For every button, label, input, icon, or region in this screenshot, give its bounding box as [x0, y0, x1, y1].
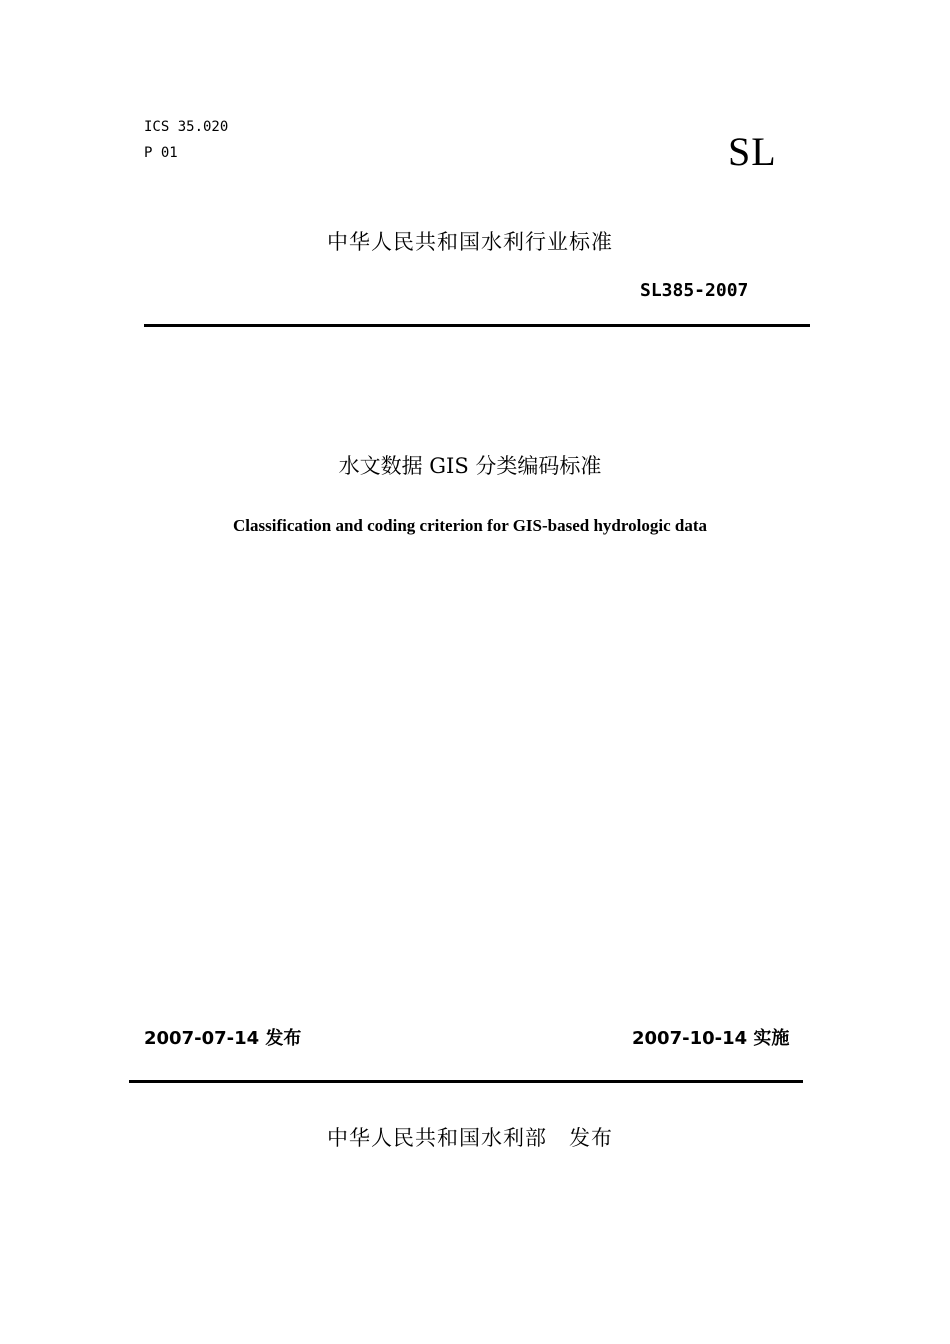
classification-code: P 01	[144, 145, 178, 161]
bottom-divider	[129, 1080, 803, 1083]
top-divider	[144, 324, 810, 327]
standard-mark: SL	[728, 129, 777, 174]
standard-number: SL385-2007	[640, 280, 749, 301]
document-title-en: Classification and coding criterion for GIS-based hydrologic data	[233, 516, 707, 535]
effective-date: 2007-10-14 实施	[632, 1028, 790, 1049]
industry-standard-title: 中华人民共和国水利行业标准	[327, 230, 613, 254]
ics-code: ICS 35.020	[144, 119, 229, 135]
document-title-zh: 水文数据 GIS 分类编码标准	[338, 454, 602, 478]
publisher: 中华人民共和国水利部 发布	[327, 1126, 613, 1150]
issue-date: 2007-07-14 发布	[144, 1028, 302, 1049]
